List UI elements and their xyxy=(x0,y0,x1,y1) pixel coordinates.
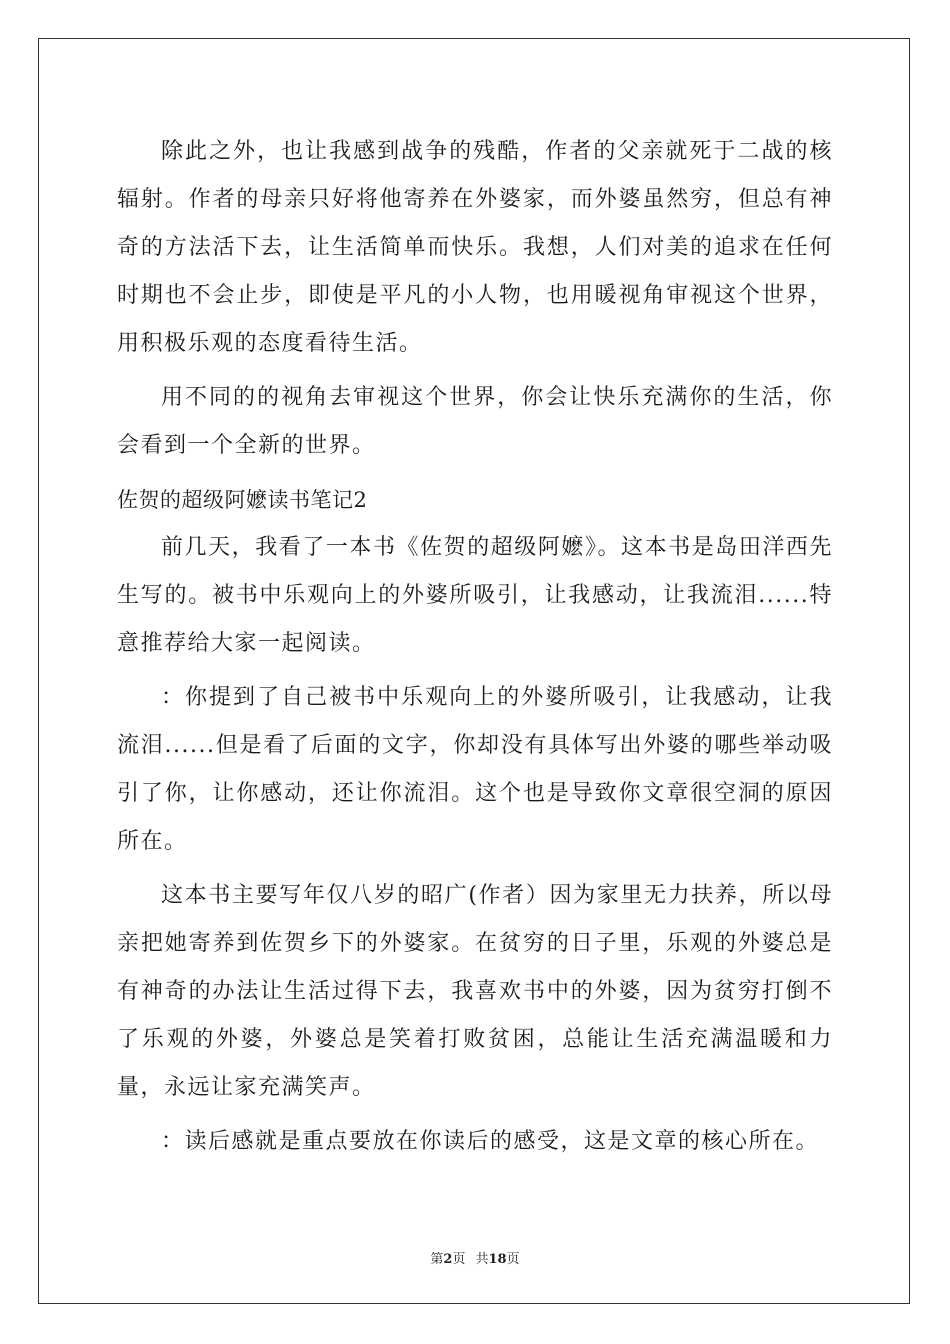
paragraph-comment-2: ：读后感就是重点要放在你读后的感受，这是文章的核心所在。 xyxy=(161,1129,820,1154)
page-current: 2 xyxy=(443,1252,453,1267)
page-unit: 页 xyxy=(452,1252,466,1267)
page-footer xyxy=(0,1248,950,1267)
paragraph-comment-1: ：你提到了自己被书中乐观向上的外婆所吸引，让我感动，让我流泪......但是看了后面的文字，你却没有具体写出外婆的哪些举动吸引了你，让你感动，还让你流泪。这个也是导致你文章很空洞的原因所在。 xyxy=(117,685,833,854)
total-pages: 18 xyxy=(488,1252,507,1267)
total-prefix: 共 xyxy=(475,1252,489,1267)
page-prefix: 第 xyxy=(430,1252,444,1267)
section-heading: 佐贺的超级阿嬷读书笔记2 xyxy=(117,488,368,512)
paragraph-book-summary: 这本书主要写年仅八岁的昭广(作者）因为家里无力扶养，所以母亲把她寄养到佐贺乡下的外婆家。在贫穷的日子里，乐观的外婆总是有神奇的办法让生活过得下去，我喜欢书中的外婆，因为贫穷打倒不了乐观的外婆，外婆总是笑着打败贫困，总能让生活充满温暖和力量，永远让家充满笑声。 xyxy=(117,883,833,1100)
total-unit: 页 xyxy=(506,1252,520,1267)
document-body xyxy=(117,128,833,1166)
paragraph-war-cruelty: 除此之外，也让我感到战争的残酷，作者的父亲就死于二战的核辐射。作者的母亲只好将他寄养在外婆家，而外婆虽然穷，但总有神奇的方法活下去，让生活简单而快乐。我想，人们对美的追求在任何时期也不会止步，即使是平凡的小人物，也用暖视角审视这个世界，用积极乐观的态度看待生活。 xyxy=(117,139,833,356)
paragraph-new-perspective: 用不同的的视角去审视这个世界，你会让快乐充满你的生活，你会看到一个全新的世界。 xyxy=(117,385,833,458)
paragraph-book-intro: 前几天，我看了一本书《佐贺的超级阿嬷》。这本书是岛田洋西先生写的。被书中乐观向上的外婆所吸引，让我感动，让我流泪......特意推荐给大家一起阅读。 xyxy=(117,535,833,656)
